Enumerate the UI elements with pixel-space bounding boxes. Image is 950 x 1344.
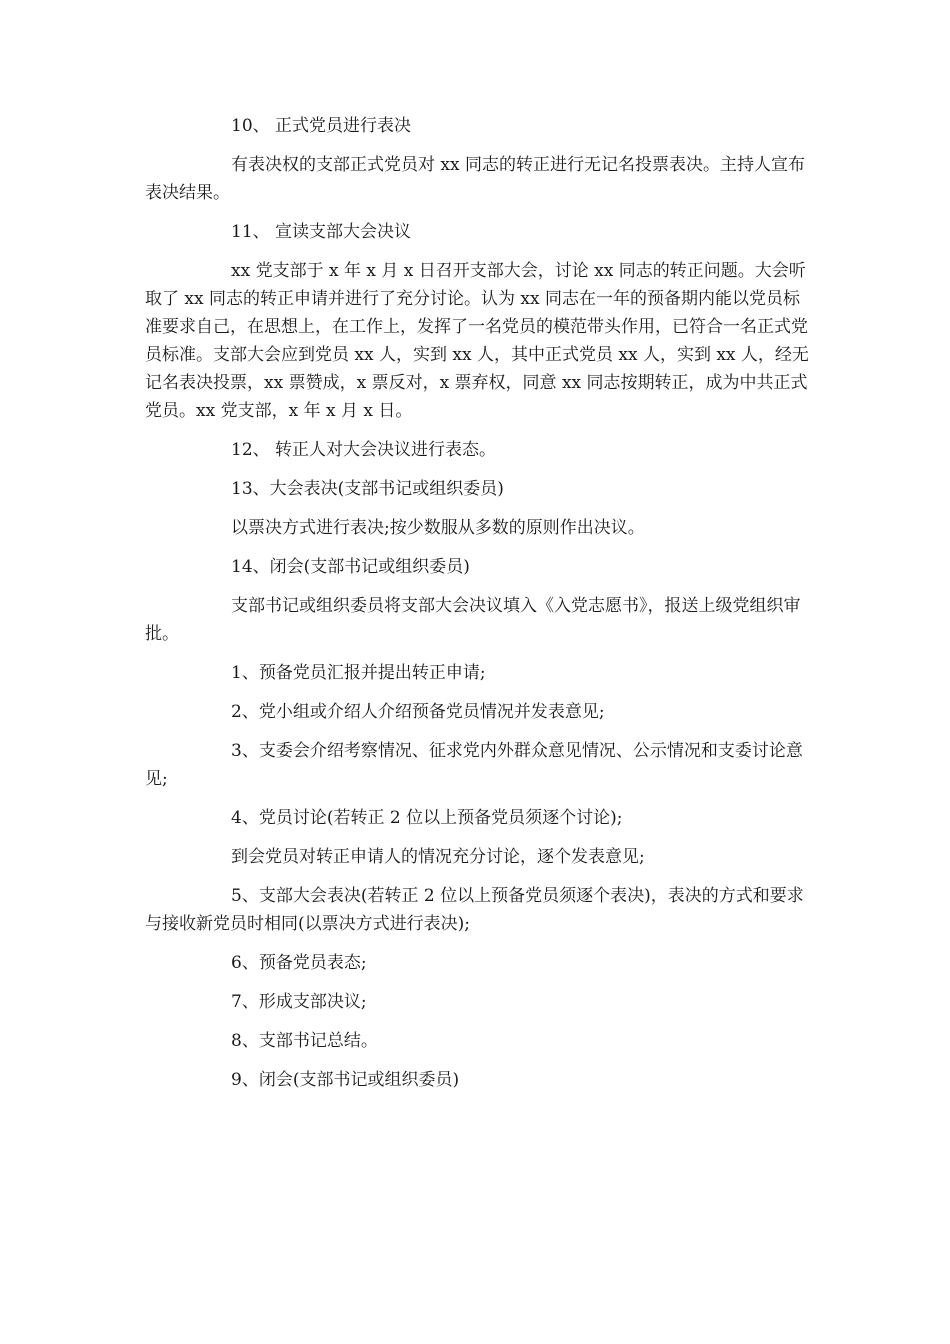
paragraph-vote-method: 以票决方式进行表决;按少数服从多数的原则作出决议。 (231, 518, 645, 538)
item-heading-13: 13、大会表决(支部书记或组织委员) (231, 479, 504, 499)
document-body (145, 112, 809, 1105)
item-heading-10: 10、 正式党员进行表决 (231, 116, 412, 136)
list-item-4: 4、党员讨论(若转正 2 位以上预备党员须逐个讨论); (231, 808, 623, 828)
list-item-8: 8、支部书记总结。 (231, 1031, 378, 1051)
list-item-9: 9、闭会(支部书记或组织委员) (231, 1070, 460, 1090)
item-heading-14: 14、闭会(支部书记或组织委员) (231, 557, 470, 577)
paragraph-discussion: 到会党员对转正申请人的情况充分讨论，逐个发表意见; (231, 847, 645, 867)
list-item-3: 3、支委会介绍考察情况、征求党内外群众意见情况、公示情况和支委讨论意见; (145, 741, 803, 789)
paragraph-closing-note: 支部书记或组织委员将支部大会决议填入《入党志愿书》，报送上级党组织审批。 (145, 596, 801, 644)
list-item-2: 2、党小组或介绍人介绍预备党员情况并发表意见; (231, 702, 605, 722)
paragraph-vote-description: 有表决权的支部正式党员对 xx 同志的转正进行无记名投票表决。主持人宣布表决结果。 (145, 155, 805, 203)
item-heading-12: 12、 转正人对大会决议进行表态。 (231, 440, 497, 460)
list-item-5: 5、支部大会表决(若转正 2 位以上预备党员须逐个表决)，表决的方式和要求与接收新党员时相同(以票决方式进行表决); (145, 886, 804, 934)
list-item-7: 7、形成支部决议; (231, 992, 367, 1012)
paragraph-resolution-text: xx 党支部于 x 年 x 月 x 日召开支部大会，讨论 xx 同志的转正问题。大会听取了 xx 同志的转正申请并进行了充分讨论。认为 xx 同志在一年的预备期内能以党员标准要求自己，在思想上，在工作上，发挥了一名党员的模范带头作用，已符合一名正式党员标准。支部大会应到党员 xx 人，实到 xx 人，其中正式党员 xx 人，实到 xx 人，经无记名表决投票，xx 票赞成，x 票反对，x 票弃权，同意 xx 同志按期转正，成为中共正式党员。xx 党支部，x 年 x 月 x 日。 (145, 261, 809, 421)
list-item-6: 6、预备党员表态; (231, 953, 367, 973)
list-item-1: 1、预备党员汇报并提出转正申请; (231, 663, 486, 683)
item-heading-11: 11、 宣读支部大会决议 (231, 222, 412, 242)
